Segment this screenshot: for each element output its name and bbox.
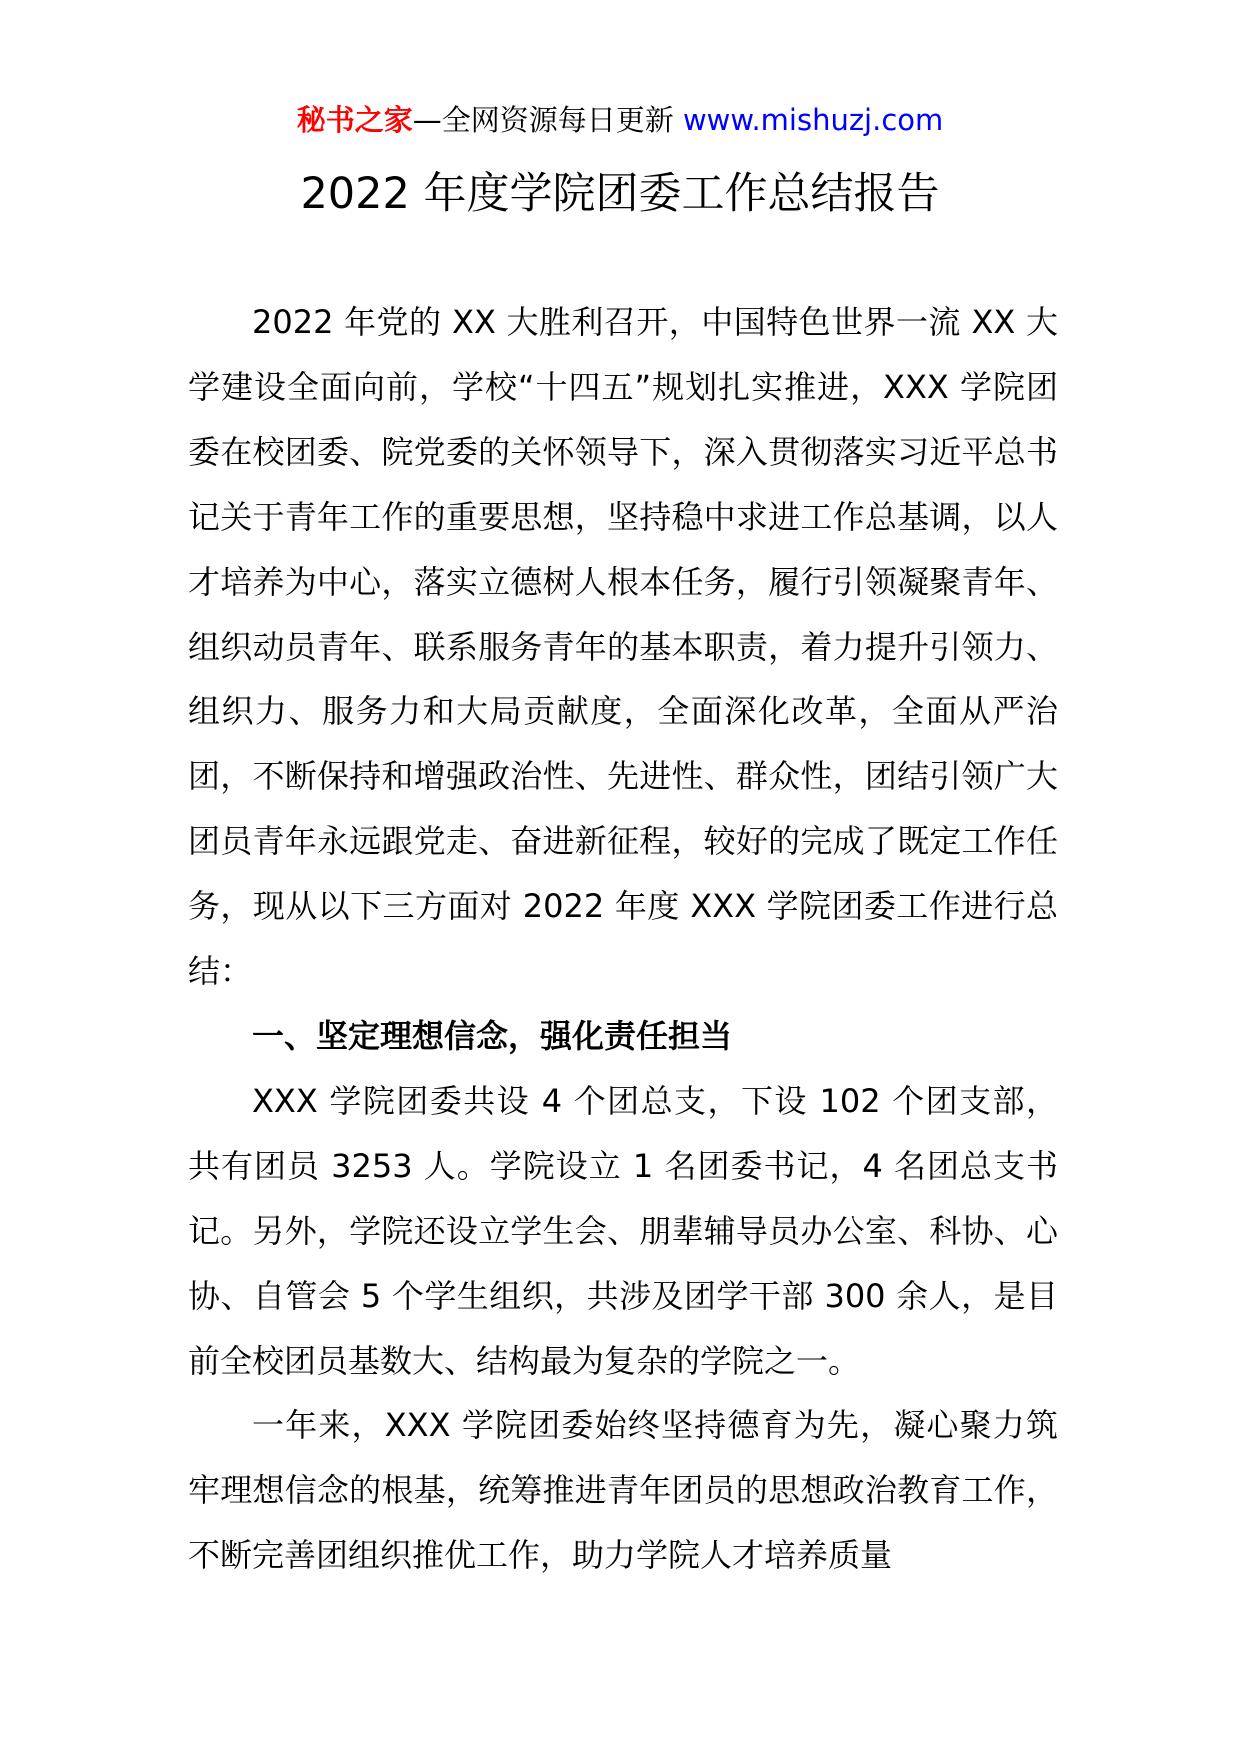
site-url-link[interactable]: www.mishuzj.com xyxy=(682,103,944,137)
document-title: 2022 年度学院团委工作总结报告 xyxy=(300,169,940,219)
ideology-paragraph: 一年来，XXX 学院团委始终坚持德育为先，凝心聚力筑牢理想信念的根基，统筹推进青年团员的思想政治教育工作，不断完善团组织推优工作，助力学院人才培养质量 xyxy=(188,1406,1058,1575)
intro-paragraph: 2022 年党的 XX 大胜利召开，中国特色世界一流 XX 大学建设全面向前，学校“十四五”规划扎实推进，XXX 学院团委在校团委、院党委的关怀领导下，深入贯彻落实习近平总书记关于青年工作的重要思想，坚持稳中求进工作总基调，以人才培养为中心，落实立德树人根本任务，履行引领凝聚青年、组织动员青年、联系服务青年的基本职责，着力提升引领力、组织力、服务力和大局贡献度，全面深化改革，全面从严治团，不断保持和增强政治性、先进性、群众性，团结引领广大团员青年永远跟党走、奋进新征程，较好的完成了既定工作任务，现从以下三方面对 2022 年度 XXX 学院团委工作进行总结： xyxy=(188,303,1058,991)
section-heading-1: 一、坚定理想信念，强化责任担当 xyxy=(252,1016,733,1055)
header-tagline: —全网资源每日更新 xyxy=(412,103,674,137)
org-structure-paragraph: XXX 学院团委共设 4 个团总支，下设 102 个团支部，共有团员 3253 人。学院设立 1 名团委书记，4 名团总支书记。另外，学院还设立学生会、朋辈辅导员办公室、科协、心协、自管会 5 个学生组织，共涉及团学干部 300 余人，是目前全校团员基数大、结构最为复杂的学院之一。 xyxy=(188,1081,1058,1380)
document-body xyxy=(188,290,1058,1588)
site-header xyxy=(0,100,1240,140)
brand-name: 秘书之家 xyxy=(296,103,413,137)
